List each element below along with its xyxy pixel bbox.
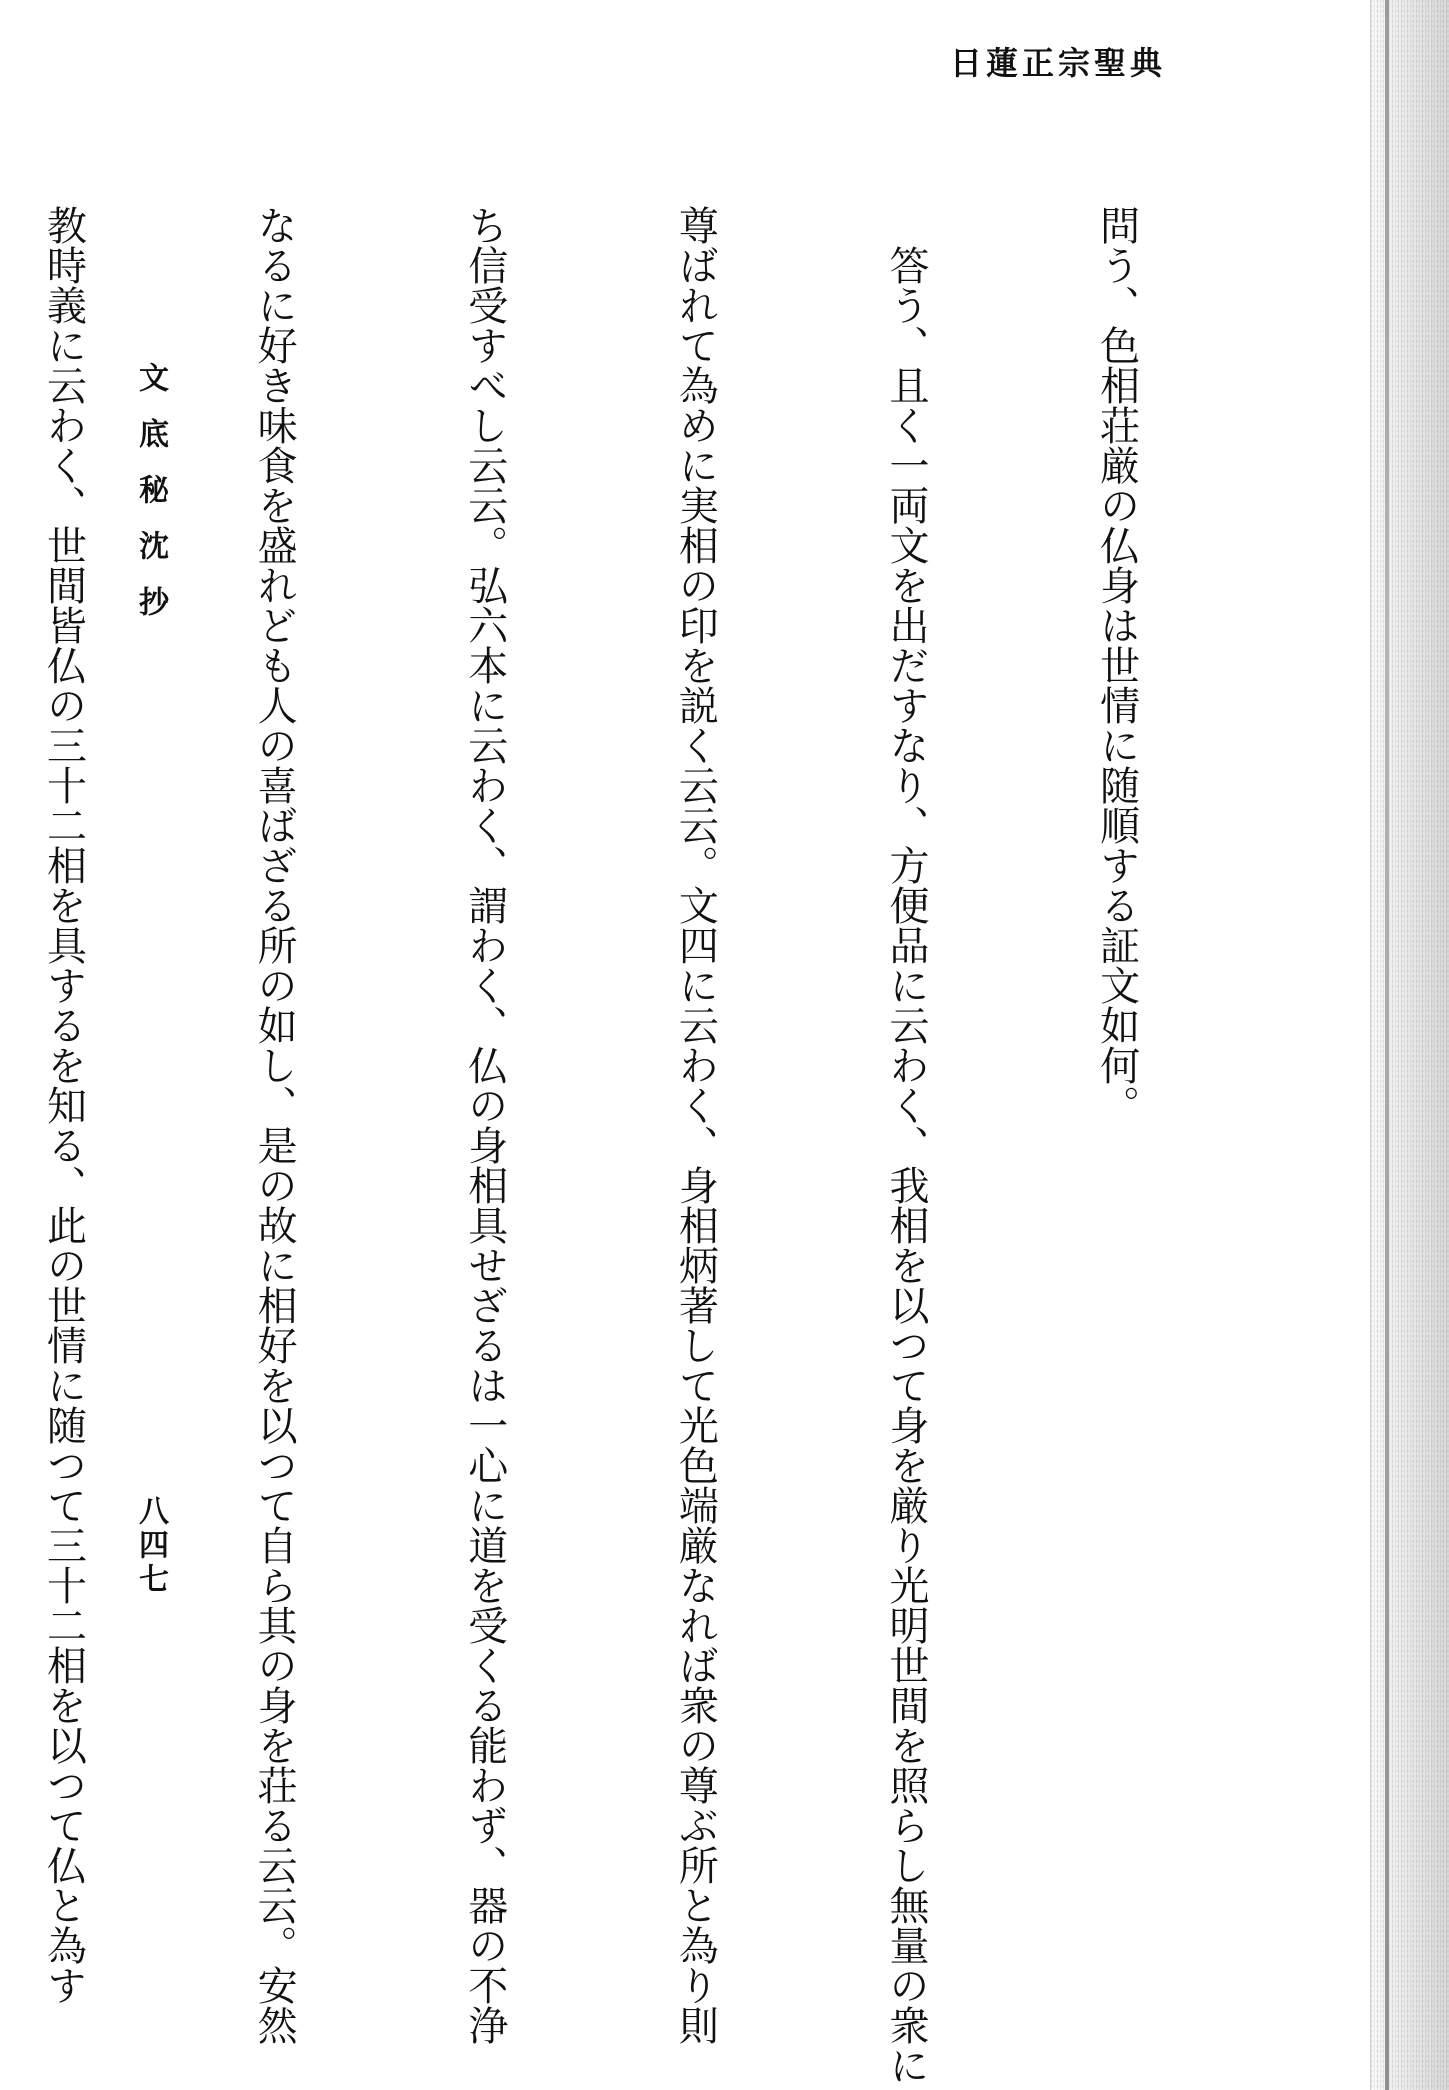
text-column: ち信受すべし云云。弘六本に云わく、謂わく、仏の身相具せざるは一心に道を受くる能わず、器の不浄	[461, 205, 508, 2045]
running-header: 日蓮正宗聖典	[950, 44, 1167, 82]
main-text-block	[0, 205, 1292, 2085]
text-column: 尊ばれて為めに実相の印を説く云云。文四に云わく、身相炳著して光色端厳なれば衆の尊ぶ所と為り則	[672, 205, 719, 2045]
page-number: 八四七	[133, 1495, 168, 1597]
book-title: 文底秘沈抄	[133, 362, 168, 642]
text-column: なるに好き味食を盛れども人の喜ばざる所の如し、是の故に相好を以つて自ら其の身を荘る云云。安然	[251, 205, 298, 2045]
text-column: 問う、色相荘厳の仏身は世情に随順する証文如何。	[1093, 205, 1140, 1125]
text-column: 教時義に云わく、世間皆仏の三十二相を具するを知る、此の世情に随つて三十二相を以つて仏と為す	[40, 205, 87, 2005]
scanned-page-edge	[1370, 0, 1449, 2090]
text-column: 答う、且く一両文を出だすなり、方便品に云わく、我相を以つて身を厳り光明世間を照らし無量の衆に	[882, 205, 929, 2085]
